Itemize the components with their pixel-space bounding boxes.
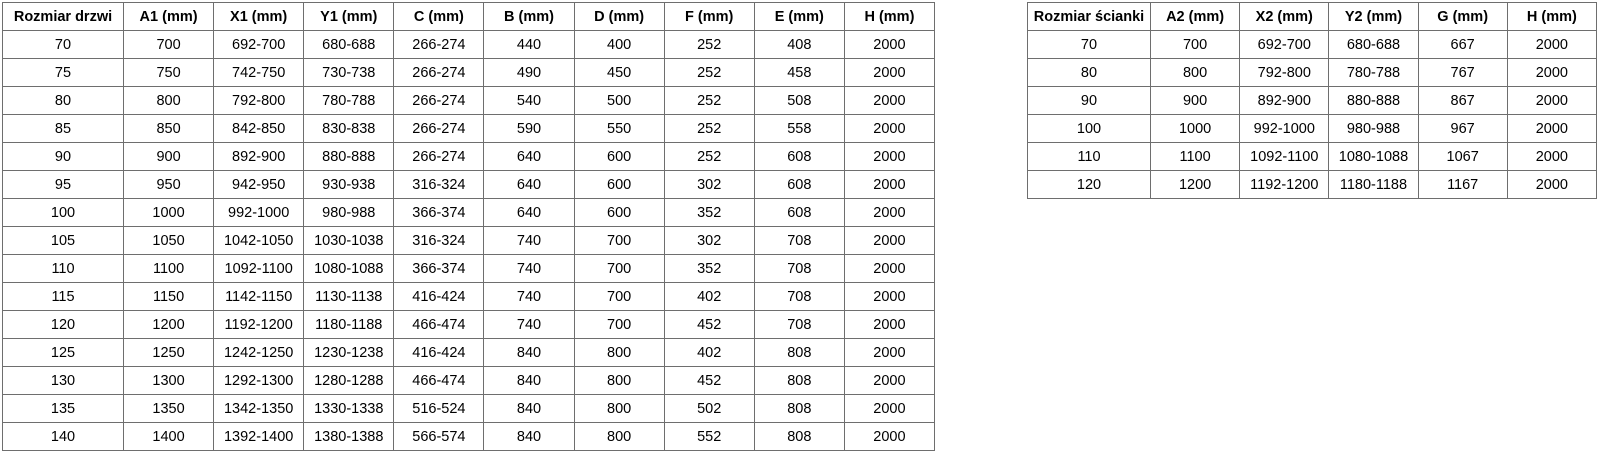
table-cell: 692-700	[214, 31, 304, 59]
table-cell: 252	[664, 143, 754, 171]
table-cell: 867	[1418, 87, 1507, 115]
table-cell: 1250	[124, 339, 214, 367]
table-cell: 900	[1151, 87, 1240, 115]
table-cell: 780-788	[304, 87, 394, 115]
table-cell: 892-900	[1240, 87, 1329, 115]
wall-size-table	[1027, 2, 1597, 199]
table-cell: 1180-1188	[304, 311, 394, 339]
table-cell: 700	[1151, 31, 1240, 59]
table-cell: 252	[664, 59, 754, 87]
table-cell: 2000	[1507, 143, 1596, 171]
table-cell: 930-938	[304, 171, 394, 199]
table-cell: 1300	[124, 367, 214, 395]
table-cell: 892-900	[214, 143, 304, 171]
table-cell: 1000	[124, 199, 214, 227]
table-cell: 566-574	[394, 423, 484, 451]
table-cell: 692-700	[1240, 31, 1329, 59]
table-cell: 316-324	[394, 171, 484, 199]
table-cell: 252	[664, 31, 754, 59]
table-cell: 1067	[1418, 143, 1507, 171]
table-cell: 135	[3, 395, 124, 423]
column-header: B (mm)	[484, 3, 574, 31]
table-cell: 500	[574, 87, 664, 115]
table-cell: 1092-1100	[214, 255, 304, 283]
table-cell: 590	[484, 115, 574, 143]
table-cell: 780-788	[1329, 59, 1418, 87]
table-cell: 1292-1300	[214, 367, 304, 395]
table-cell: 115	[3, 283, 124, 311]
table-cell: 980-988	[304, 199, 394, 227]
table-cell: 266-274	[394, 87, 484, 115]
table-cell: 740	[484, 283, 574, 311]
table-cell: 402	[664, 283, 754, 311]
table-cell: 842-850	[214, 115, 304, 143]
table-cell: 90	[1028, 87, 1151, 115]
table-cell: 266-274	[394, 115, 484, 143]
table-cell: 608	[754, 171, 844, 199]
table-cell: 700	[574, 311, 664, 339]
table-cell: 740	[484, 227, 574, 255]
table-cell: 120	[3, 311, 124, 339]
table-cell: 1350	[124, 395, 214, 423]
table-cell: 742-750	[214, 59, 304, 87]
header-row	[1028, 3, 1597, 31]
table-cell: 680-688	[1329, 31, 1418, 59]
table-cell: 830-838	[304, 115, 394, 143]
table-cell: 105	[3, 227, 124, 255]
table-cell: 2000	[1507, 87, 1596, 115]
table-row	[3, 311, 935, 339]
column-header: F (mm)	[664, 3, 754, 31]
table-cell: 502	[664, 395, 754, 423]
table-cell: 1280-1288	[304, 367, 394, 395]
table-cell: 1030-1038	[304, 227, 394, 255]
table-cell: 1242-1250	[214, 339, 304, 367]
table-cell: 402	[664, 339, 754, 367]
table-cell: 120	[1028, 171, 1151, 199]
table-cell: 2000	[844, 59, 934, 87]
table-cell: 992-1000	[214, 199, 304, 227]
table-cell: 302	[664, 227, 754, 255]
table-cell: 667	[1418, 31, 1507, 59]
table-cell: 1380-1388	[304, 423, 394, 451]
table-cell: 708	[754, 227, 844, 255]
column-header: X1 (mm)	[214, 3, 304, 31]
table-cell: 792-800	[1240, 59, 1329, 87]
table-cell: 600	[574, 171, 664, 199]
table-cell: 70	[1028, 31, 1151, 59]
table-cell: 2000	[844, 227, 934, 255]
table-cell: 1192-1200	[1240, 171, 1329, 199]
table-cell: 840	[484, 367, 574, 395]
table-cell: 266-274	[394, 59, 484, 87]
table-cell: 266-274	[394, 31, 484, 59]
table-cell: 1150	[124, 283, 214, 311]
table-cell: 600	[574, 199, 664, 227]
column-header: H (mm)	[844, 3, 934, 31]
table-cell: 800	[1151, 59, 1240, 87]
table-cell: 2000	[844, 31, 934, 59]
table-cell: 1192-1200	[214, 311, 304, 339]
table-cell: 540	[484, 87, 574, 115]
table-cell: 1080-1088	[1329, 143, 1418, 171]
table-row	[3, 423, 935, 451]
table-cell: 600	[574, 143, 664, 171]
column-header: D (mm)	[574, 3, 664, 31]
table-cell: 942-950	[214, 171, 304, 199]
table-row	[1028, 31, 1597, 59]
table-cell: 708	[754, 283, 844, 311]
table-cell: 1392-1400	[214, 423, 304, 451]
table-cell: 130	[3, 367, 124, 395]
table-cell: 70	[3, 31, 124, 59]
table-row	[1028, 59, 1597, 87]
table-cell: 100	[3, 199, 124, 227]
table-cell: 700	[574, 255, 664, 283]
table-cell: 2000	[844, 423, 934, 451]
table-cell: 90	[3, 143, 124, 171]
table-cell: 266-274	[394, 143, 484, 171]
table-cell: 352	[664, 199, 754, 227]
table-cell: 680-688	[304, 31, 394, 59]
table-cell: 1050	[124, 227, 214, 255]
table-row	[3, 87, 935, 115]
table-cell: 992-1000	[1240, 115, 1329, 143]
column-header: Rozmiar drzwi	[3, 3, 124, 31]
table-cell: 700	[574, 283, 664, 311]
table-cell: 1342-1350	[214, 395, 304, 423]
table-row	[1028, 171, 1597, 199]
table-cell: 1080-1088	[304, 255, 394, 283]
column-header: C (mm)	[394, 3, 484, 31]
table-cell: 80	[3, 87, 124, 115]
table-cell: 2000	[1507, 31, 1596, 59]
table-cell: 708	[754, 255, 844, 283]
table-cell: 1042-1050	[214, 227, 304, 255]
table-cell: 767	[1418, 59, 1507, 87]
table-cell: 800	[574, 395, 664, 423]
table-row	[1028, 115, 1597, 143]
table-row	[3, 199, 935, 227]
column-header: A1 (mm)	[124, 3, 214, 31]
column-header: Rozmiar ścianki	[1028, 3, 1151, 31]
table-cell: 110	[1028, 143, 1151, 171]
table-cell: 2000	[844, 171, 934, 199]
table-cell: 450	[574, 59, 664, 87]
table-cell: 466-474	[394, 311, 484, 339]
table-cell: 2000	[844, 283, 934, 311]
table-cell: 640	[484, 143, 574, 171]
table-cell: 740	[484, 311, 574, 339]
table-cell: 1400	[124, 423, 214, 451]
table-cell: 750	[124, 59, 214, 87]
table-cell: 100	[1028, 115, 1151, 143]
table-cell: 352	[664, 255, 754, 283]
table-cell: 408	[754, 31, 844, 59]
table-cell: 2000	[844, 115, 934, 143]
door-size-table	[2, 2, 935, 451]
table-cell: 700	[124, 31, 214, 59]
table-row	[3, 255, 935, 283]
table-cell: 1200	[1151, 171, 1240, 199]
table-cell: 366-374	[394, 199, 484, 227]
table-cell: 95	[3, 171, 124, 199]
table-cell: 967	[1418, 115, 1507, 143]
table-cell: 400	[574, 31, 664, 59]
table-cell: 640	[484, 199, 574, 227]
table-row	[3, 171, 935, 199]
table-cell: 950	[124, 171, 214, 199]
table-cell: 608	[754, 199, 844, 227]
table-cell: 552	[664, 423, 754, 451]
table-cell: 800	[574, 423, 664, 451]
table-cell: 302	[664, 171, 754, 199]
table-cell: 2000	[844, 339, 934, 367]
table-cell: 808	[754, 395, 844, 423]
column-header: G (mm)	[1418, 3, 1507, 31]
table-row	[3, 115, 935, 143]
table-cell: 558	[754, 115, 844, 143]
header-row	[3, 3, 935, 31]
table-cell: 80	[1028, 59, 1151, 87]
table-row	[1028, 87, 1597, 115]
table-row	[3, 31, 935, 59]
table-cell: 608	[754, 143, 844, 171]
table-cell: 808	[754, 339, 844, 367]
table-cell: 900	[124, 143, 214, 171]
table-cell: 1330-1338	[304, 395, 394, 423]
column-header: Y1 (mm)	[304, 3, 394, 31]
table-cell: 316-324	[394, 227, 484, 255]
table-cell: 980-988	[1329, 115, 1418, 143]
table-cell: 800	[124, 87, 214, 115]
table-cell: 2000	[844, 255, 934, 283]
table-cell: 140	[3, 423, 124, 451]
table-cell: 458	[754, 59, 844, 87]
table-cell: 880-888	[304, 143, 394, 171]
table-cell: 2000	[844, 199, 934, 227]
table-cell: 125	[3, 339, 124, 367]
table-cell: 466-474	[394, 367, 484, 395]
table-cell: 792-800	[214, 87, 304, 115]
table-cell: 840	[484, 423, 574, 451]
table-cell: 730-738	[304, 59, 394, 87]
table-row	[3, 143, 935, 171]
table-cell: 1100	[124, 255, 214, 283]
table-cell: 808	[754, 367, 844, 395]
table-cell: 1000	[1151, 115, 1240, 143]
table-row	[3, 227, 935, 255]
table-cell: 1130-1138	[304, 283, 394, 311]
table-cell: 2000	[844, 87, 934, 115]
table-cell: 2000	[1507, 171, 1596, 199]
table-cell: 110	[3, 255, 124, 283]
table-cell: 840	[484, 339, 574, 367]
table-cell: 366-374	[394, 255, 484, 283]
table-cell: 452	[664, 311, 754, 339]
table-row	[3, 283, 935, 311]
table-cell: 252	[664, 115, 754, 143]
table-cell: 700	[574, 227, 664, 255]
table-row	[3, 395, 935, 423]
table-cell: 640	[484, 171, 574, 199]
table-row	[1028, 143, 1597, 171]
table-cell: 1180-1188	[1329, 171, 1418, 199]
table-cell: 800	[574, 339, 664, 367]
table-cell: 840	[484, 395, 574, 423]
table-cell: 2000	[844, 367, 934, 395]
table-cell: 452	[664, 367, 754, 395]
table-cell: 808	[754, 423, 844, 451]
table-cell: 252	[664, 87, 754, 115]
table-cell: 2000	[844, 311, 934, 339]
table-cell: 1200	[124, 311, 214, 339]
table-row	[3, 59, 935, 87]
table-row	[3, 367, 935, 395]
table-cell: 75	[3, 59, 124, 87]
column-header: E (mm)	[754, 3, 844, 31]
table-cell: 2000	[844, 395, 934, 423]
table-cell: 550	[574, 115, 664, 143]
table-cell: 440	[484, 31, 574, 59]
table-cell: 708	[754, 311, 844, 339]
table-cell: 1142-1150	[214, 283, 304, 311]
table-cell: 1092-1100	[1240, 143, 1329, 171]
table-cell: 516-524	[394, 395, 484, 423]
column-header: X2 (mm)	[1240, 3, 1329, 31]
table-cell: 740	[484, 255, 574, 283]
table-cell: 2000	[844, 143, 934, 171]
table-cell: 1100	[1151, 143, 1240, 171]
column-header: H (mm)	[1507, 3, 1596, 31]
table-cell: 416-424	[394, 339, 484, 367]
table-cell: 800	[574, 367, 664, 395]
table-cell: 490	[484, 59, 574, 87]
column-header: A2 (mm)	[1151, 3, 1240, 31]
table-cell: 85	[3, 115, 124, 143]
table-cell: 880-888	[1329, 87, 1418, 115]
table-cell: 508	[754, 87, 844, 115]
table-cell: 1167	[1418, 171, 1507, 199]
table-row	[3, 339, 935, 367]
table-cell: 2000	[1507, 115, 1596, 143]
table-cell: 2000	[1507, 59, 1596, 87]
table-cell: 850	[124, 115, 214, 143]
table-cell: 1230-1238	[304, 339, 394, 367]
column-header: Y2 (mm)	[1329, 3, 1418, 31]
table-cell: 416-424	[394, 283, 484, 311]
